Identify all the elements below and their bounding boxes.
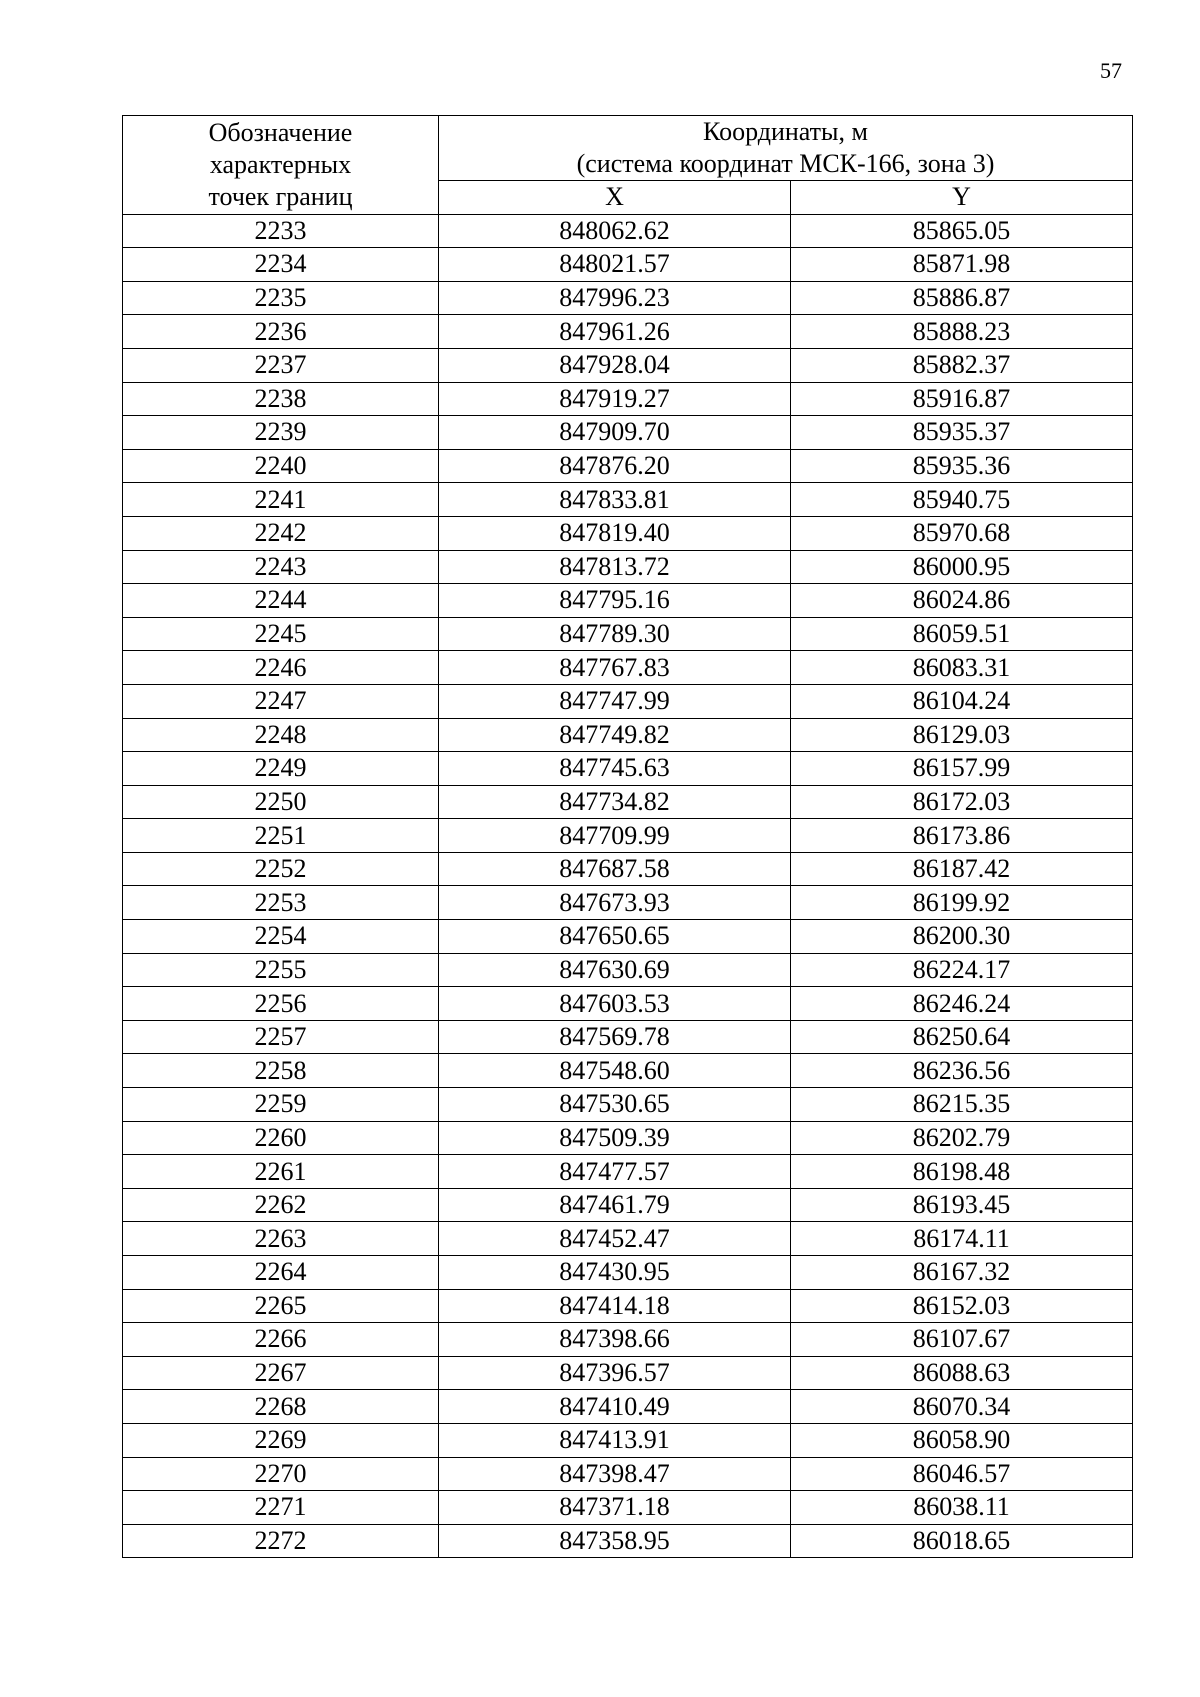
- x-cell: 847548.60: [439, 1054, 791, 1088]
- point-cell: 2256: [123, 987, 439, 1021]
- y-cell: 85871.98: [791, 248, 1133, 282]
- x-cell: 847650.65: [439, 920, 791, 954]
- point-cell: 2245: [123, 617, 439, 651]
- point-cell: 2266: [123, 1323, 439, 1357]
- point-cell: 2260: [123, 1121, 439, 1155]
- header-point-designation: [123, 116, 439, 215]
- table-row: [123, 1356, 1133, 1390]
- x-cell: 847452.47: [439, 1222, 791, 1256]
- y-cell: 86046.57: [791, 1457, 1133, 1491]
- point-cell: 2234: [123, 248, 439, 282]
- table-row: [123, 1423, 1133, 1457]
- x-cell: 847509.39: [439, 1121, 791, 1155]
- y-cell: 86173.86: [791, 819, 1133, 853]
- table-row: [123, 819, 1133, 853]
- point-cell: 2240: [123, 449, 439, 483]
- y-cell: 86058.90: [791, 1423, 1133, 1457]
- table-row: [123, 516, 1133, 550]
- point-cell: 2242: [123, 516, 439, 550]
- table-row: [123, 315, 1133, 349]
- x-cell: 847414.18: [439, 1289, 791, 1323]
- point-cell: 2268: [123, 1390, 439, 1424]
- point-cell: 2264: [123, 1256, 439, 1290]
- point-cell: 2270: [123, 1457, 439, 1491]
- x-cell: 847709.99: [439, 819, 791, 853]
- x-cell: 847819.40: [439, 516, 791, 550]
- table-header: [123, 116, 1133, 215]
- point-cell: 2239: [123, 416, 439, 450]
- page-number: 57: [1100, 58, 1122, 83]
- table-row: [123, 214, 1133, 248]
- point-cell: 2235: [123, 281, 439, 315]
- x-cell: 847919.27: [439, 382, 791, 416]
- x-cell: 847358.95: [439, 1524, 791, 1558]
- y-cell: 85940.75: [791, 483, 1133, 517]
- point-cell: 2272: [123, 1524, 439, 1558]
- table-row: [123, 1524, 1133, 1558]
- table-row: [123, 987, 1133, 1021]
- x-cell: 847398.66: [439, 1323, 791, 1357]
- x-cell: 847371.18: [439, 1491, 791, 1525]
- header-point-line-3: точек границ: [208, 181, 353, 211]
- y-cell: 86038.11: [791, 1491, 1133, 1525]
- y-cell: 86236.56: [791, 1054, 1133, 1088]
- x-cell: 847909.70: [439, 416, 791, 450]
- point-cell: 2262: [123, 1188, 439, 1222]
- point-cell: 2237: [123, 348, 439, 382]
- x-cell: 847745.63: [439, 752, 791, 786]
- table-body: [123, 214, 1133, 1558]
- y-cell: 86198.48: [791, 1155, 1133, 1189]
- header-y: Y: [791, 181, 1133, 215]
- table-row: [123, 1457, 1133, 1491]
- table-row: [123, 684, 1133, 718]
- point-cell: 2251: [123, 819, 439, 853]
- y-cell: 86104.24: [791, 684, 1133, 718]
- x-cell: 847430.95: [439, 1256, 791, 1290]
- table-row: [123, 953, 1133, 987]
- table-row: [123, 1491, 1133, 1525]
- point-cell: 2258: [123, 1054, 439, 1088]
- y-cell: 85935.37: [791, 416, 1133, 450]
- table-row: [123, 1222, 1133, 1256]
- y-cell: 85916.87: [791, 382, 1133, 416]
- x-cell: 848021.57: [439, 248, 791, 282]
- table-row: [123, 483, 1133, 517]
- y-cell: 86224.17: [791, 953, 1133, 987]
- y-cell: 86193.45: [791, 1188, 1133, 1222]
- point-cell: 2269: [123, 1423, 439, 1457]
- x-cell: 847795.16: [439, 584, 791, 618]
- header-x: X: [439, 181, 791, 215]
- x-cell: 848062.62: [439, 214, 791, 248]
- x-cell: 847687.58: [439, 852, 791, 886]
- x-cell: 847461.79: [439, 1188, 791, 1222]
- table-row: [123, 1121, 1133, 1155]
- point-cell: 2233: [123, 214, 439, 248]
- header-coordinates: [439, 116, 1133, 181]
- point-cell: 2267: [123, 1356, 439, 1390]
- x-cell: 847767.83: [439, 651, 791, 685]
- point-cell: 2259: [123, 1088, 439, 1122]
- y-cell: 86059.51: [791, 617, 1133, 651]
- x-cell: 847833.81: [439, 483, 791, 517]
- x-cell: 847530.65: [439, 1088, 791, 1122]
- header-point-line-1: Обозначение: [208, 117, 353, 147]
- table-row: [123, 1054, 1133, 1088]
- point-cell: 2236: [123, 315, 439, 349]
- table-row: [123, 1020, 1133, 1054]
- y-cell: 85935.36: [791, 449, 1133, 483]
- x-cell: 847749.82: [439, 718, 791, 752]
- table-row: [123, 718, 1133, 752]
- table-row: [123, 752, 1133, 786]
- table-row: [123, 1390, 1133, 1424]
- table-row: [123, 1155, 1133, 1189]
- y-cell: 86250.64: [791, 1020, 1133, 1054]
- x-cell: 847477.57: [439, 1155, 791, 1189]
- y-cell: 86024.86: [791, 584, 1133, 618]
- y-cell: 86129.03: [791, 718, 1133, 752]
- y-cell: 86088.63: [791, 1356, 1133, 1390]
- table-row: [123, 785, 1133, 819]
- point-cell: 2246: [123, 651, 439, 685]
- y-cell: 85888.23: [791, 315, 1133, 349]
- y-cell: 86200.30: [791, 920, 1133, 954]
- point-cell: 2253: [123, 886, 439, 920]
- x-cell: 847996.23: [439, 281, 791, 315]
- x-cell: 847876.20: [439, 449, 791, 483]
- table-row: [123, 281, 1133, 315]
- y-cell: 85865.05: [791, 214, 1133, 248]
- point-cell: 2257: [123, 1020, 439, 1054]
- y-cell: 86107.67: [791, 1323, 1133, 1357]
- table-row: [123, 248, 1133, 282]
- header-coordinates-line-2: (система координат МСК-166, зона 3): [576, 149, 995, 178]
- y-cell: 86152.03: [791, 1289, 1133, 1323]
- header-point-line-2: характерных: [209, 149, 352, 179]
- point-cell: 2238: [123, 382, 439, 416]
- point-cell: 2252: [123, 852, 439, 886]
- x-cell: 847569.78: [439, 1020, 791, 1054]
- point-cell: 2247: [123, 684, 439, 718]
- point-cell: 2254: [123, 920, 439, 954]
- point-cell: 2249: [123, 752, 439, 786]
- y-cell: 86215.35: [791, 1088, 1133, 1122]
- table-row: [123, 1256, 1133, 1290]
- x-cell: 847410.49: [439, 1390, 791, 1424]
- y-cell: 85970.68: [791, 516, 1133, 550]
- point-cell: 2265: [123, 1289, 439, 1323]
- y-cell: 86083.31: [791, 651, 1133, 685]
- y-cell: 86246.24: [791, 987, 1133, 1021]
- y-cell: 86000.95: [791, 550, 1133, 584]
- point-cell: 2250: [123, 785, 439, 819]
- x-cell: 847398.47: [439, 1457, 791, 1491]
- table-row: [123, 617, 1133, 651]
- table-row: [123, 416, 1133, 450]
- x-cell: 847396.57: [439, 1356, 791, 1390]
- point-cell: 2255: [123, 953, 439, 987]
- header-coordinates-line-1: Координаты, м: [703, 117, 868, 146]
- table-row: [123, 382, 1133, 416]
- y-cell: 86174.11: [791, 1222, 1133, 1256]
- x-cell: 847789.30: [439, 617, 791, 651]
- table-row: [123, 651, 1133, 685]
- table-row: [123, 920, 1133, 954]
- point-cell: 2241: [123, 483, 439, 517]
- x-cell: 847413.91: [439, 1423, 791, 1457]
- y-cell: 86202.79: [791, 1121, 1133, 1155]
- point-cell: 2248: [123, 718, 439, 752]
- point-cell: 2271: [123, 1491, 439, 1525]
- x-cell: 847747.99: [439, 684, 791, 718]
- y-cell: 85886.87: [791, 281, 1133, 315]
- table-row: [123, 886, 1133, 920]
- point-cell: 2261: [123, 1155, 439, 1189]
- table-row: [123, 852, 1133, 886]
- x-cell: 847630.69: [439, 953, 791, 987]
- y-cell: 86187.42: [791, 852, 1133, 886]
- y-cell: 86167.32: [791, 1256, 1133, 1290]
- x-cell: 847813.72: [439, 550, 791, 584]
- table-row: [123, 550, 1133, 584]
- x-cell: 847961.26: [439, 315, 791, 349]
- x-cell: 847673.93: [439, 886, 791, 920]
- y-cell: 86199.92: [791, 886, 1133, 920]
- coordinates-table: [122, 115, 1133, 1558]
- y-cell: 86157.99: [791, 752, 1133, 786]
- table-row: [123, 1289, 1133, 1323]
- y-cell: 86070.34: [791, 1390, 1133, 1424]
- x-cell: 847603.53: [439, 987, 791, 1021]
- table-row: [123, 449, 1133, 483]
- point-cell: 2243: [123, 550, 439, 584]
- table-row: [123, 584, 1133, 618]
- x-cell: 847928.04: [439, 348, 791, 382]
- y-cell: 86172.03: [791, 785, 1133, 819]
- table-row: [123, 1323, 1133, 1357]
- table-row: [123, 348, 1133, 382]
- y-cell: 85882.37: [791, 348, 1133, 382]
- table-row: [123, 1088, 1133, 1122]
- point-cell: 2263: [123, 1222, 439, 1256]
- point-cell: 2244: [123, 584, 439, 618]
- y-cell: 86018.65: [791, 1524, 1133, 1558]
- x-cell: 847734.82: [439, 785, 791, 819]
- table-row: [123, 1188, 1133, 1222]
